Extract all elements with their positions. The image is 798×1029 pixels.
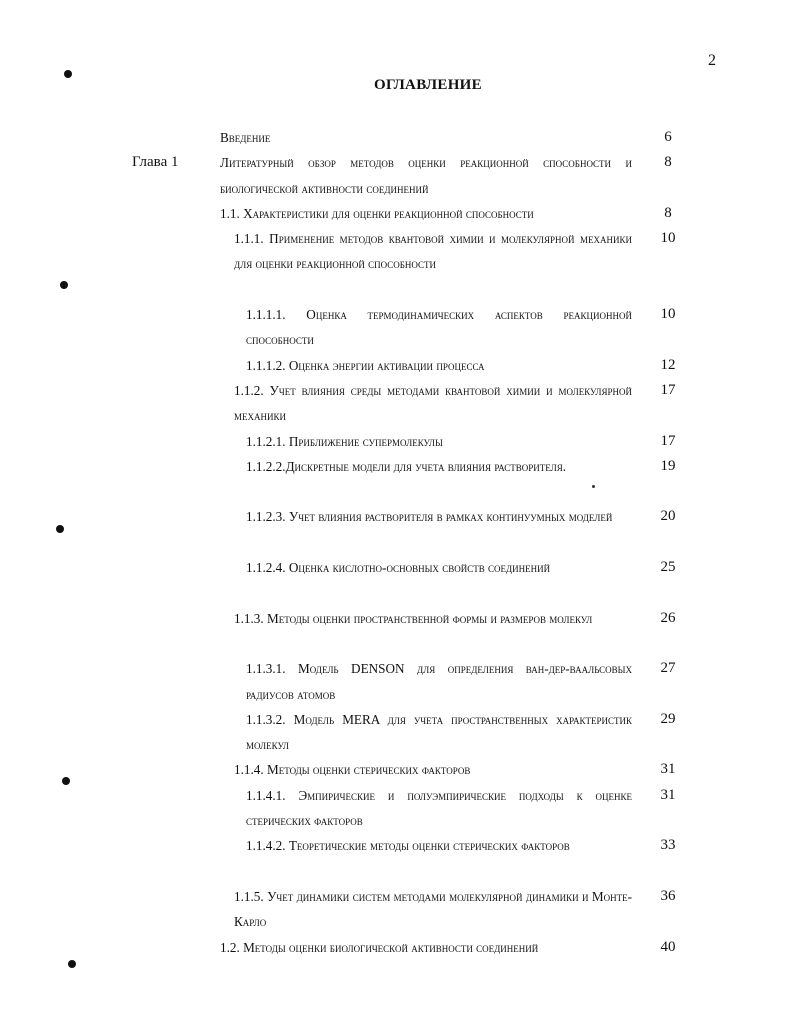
toc-entry-page: 20 [660, 508, 676, 525]
toc-entry-text: 1.1.5. Учет динамики систем методами молекулярной динамики и Монте-Карло [234, 888, 632, 930]
toc-entry-text: 1.2. Методы оценки биологической активности соединений [220, 939, 539, 955]
toc-entry-1-1-4[interactable] [0, 757, 798, 782]
toc-entry-page: 12 [660, 356, 676, 373]
toc-entry-page: 19 [660, 457, 676, 474]
toc-entry-page: 29 [660, 710, 676, 727]
toc-entry-text: 1.1.2.3. Учет влияния растворителя в рамках континуумных моделей [246, 509, 613, 525]
toc-entry-1-1-3[interactable] [0, 606, 798, 657]
toc-entry-page: 31 [660, 761, 676, 778]
toc-entry-text: 1.1.2.4. Оценка кислотно-основных свойств соединений [246, 560, 551, 576]
toc-entry-1-2[interactable] [0, 935, 798, 960]
toc-entry-1-1-3-2[interactable] [0, 707, 798, 758]
toc-entry-text: 1.1.2.2.Дискретные модели для учета влияния растворителя. [246, 458, 567, 474]
toc-entry-page: 8 [664, 204, 672, 221]
toc-entry-page: 31 [660, 786, 676, 803]
toc-entry-1-1-5[interactable] [0, 884, 798, 935]
toc-entry-text: 1.1.3.2. Модель MERA для учета пространственных характеристик молекул [246, 711, 632, 753]
toc-entry-text: Введение [220, 130, 271, 145]
toc-entry-1-1-1-1[interactable] [0, 302, 798, 353]
toc-entry-1-1[interactable] [0, 201, 798, 226]
toc-entry-page: 36 [660, 887, 676, 904]
toc-entry-text: 1.1.1.2. Оценка энергии активации процесса [246, 357, 485, 373]
toc-entry-page: 33 [660, 837, 676, 854]
toc-entry-1-1-2-3[interactable] [0, 504, 798, 555]
toc-entry-page: 6 [664, 129, 672, 145]
toc-entry-text: 1.1.4. Методы оценки стерических факторов [234, 762, 471, 778]
toc-entry-page: 17 [660, 381, 676, 398]
toc-entry-1-1-2-2[interactable] [0, 454, 798, 505]
toc-entry-1-1-3-1[interactable] [0, 656, 798, 707]
page-title: ОГЛАВЛЕНИЕ [374, 77, 482, 93]
toc-entry-page: 25 [660, 559, 676, 576]
toc-entry-1-1-2-4[interactable] [0, 555, 798, 606]
toc-entry-text: 1.1.2. Учет влияния среды методами квантовой химии и молекулярной механики [234, 382, 632, 424]
table-of-contents [0, 125, 798, 960]
toc-entry-text: 1.1.2.1. Приближение супермолекулы [246, 433, 443, 449]
toc-entry-page: 8 [664, 154, 672, 171]
toc-entry-1-1-1-2[interactable] [0, 353, 798, 378]
toc-chapter-label: Глава 1 [132, 154, 179, 171]
toc-entry-text: 1.1.1. Применение методов квантовой химии и молекулярной механики для оценки реакционной способности [234, 231, 632, 272]
toc-entry-1-1-4-2[interactable] [0, 833, 798, 884]
toc-entry-page: 40 [660, 938, 676, 955]
toc-entry-text: 1.1.1.1. Оценка термодинамических аспектов реакционной способности [246, 307, 632, 348]
toc-entry-text: 1.1.3. Методы оценки пространственной формы и размеров молекул [234, 610, 593, 626]
toc-entry-1-1-2-1[interactable] [0, 429, 798, 454]
toc-entry-text: 1.1.4.1. Эмпирические и полуэмпирические подходы к оценке стерических факторов [246, 787, 632, 829]
toc-entry-page: 10 [660, 306, 676, 323]
toc-entry-page: 27 [660, 660, 676, 677]
page-number: 2 [708, 52, 716, 69]
toc-entry-1-1-4-1[interactable] [0, 783, 798, 834]
toc-entry-page: 10 [660, 230, 676, 247]
toc-entry-1-1-2[interactable] [0, 378, 798, 429]
toc-entry-text: 1.1. Характеристики для оценки реакционной способности [220, 205, 534, 221]
binder-hole-mark [64, 70, 72, 78]
toc-entry-text: 1.1.3.1. Модель DENSON для определения ван-дер-ваальсовых радиусов атомов [246, 661, 632, 702]
toc-entry-1-1-1[interactable] [0, 226, 798, 302]
toc-entry-page: 17 [660, 432, 676, 449]
binder-hole-mark [68, 960, 76, 968]
toc-entry-text: Литературный обзор методов оценки реакционной способности и биологической активности соединений [220, 155, 632, 196]
toc-entry-introduction[interactable] [0, 125, 798, 150]
toc-entry-chapter-1[interactable] [0, 150, 798, 201]
toc-entry-text: 1.1.4.2. Теоретические методы оценки стерических факторов [246, 838, 570, 854]
toc-entry-page: 26 [660, 609, 676, 626]
